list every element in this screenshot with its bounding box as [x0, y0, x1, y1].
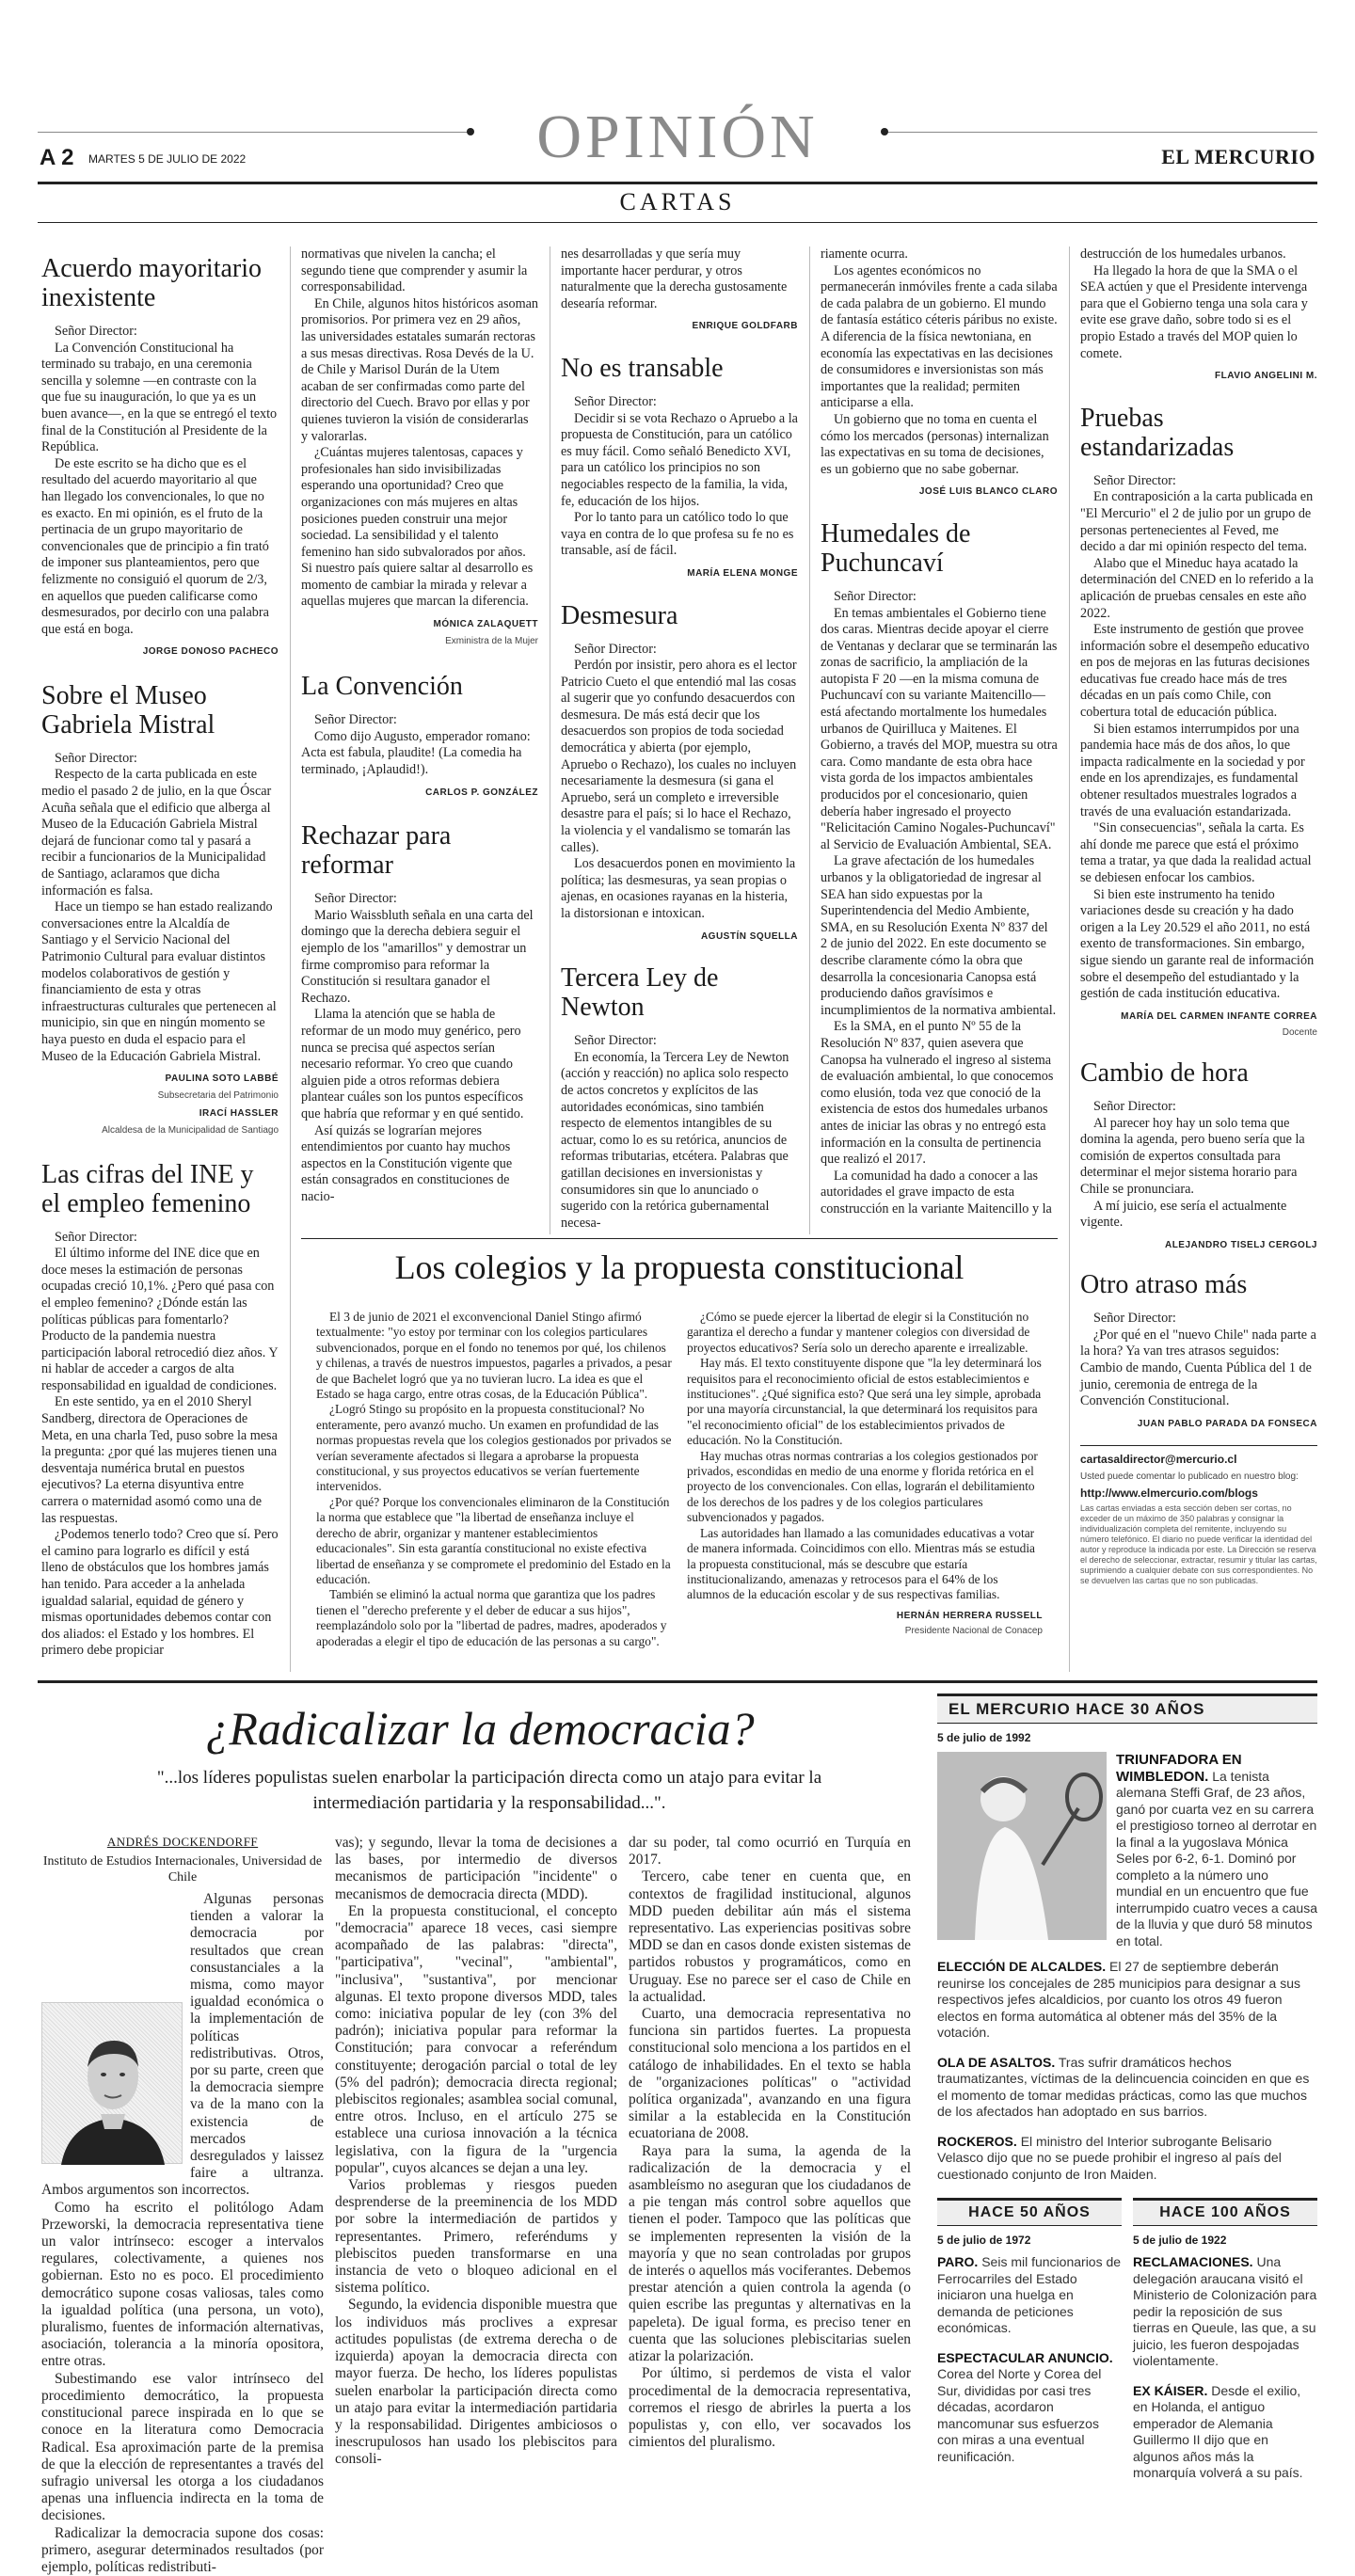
letter-paragraph: En contraposición a la carta publicada en "El Mercurio" el 2 de julio por un grupo de personas pertenecientes al Feved, me decido a dar mi opinión respecto del tema. — [1080, 489, 1314, 555]
column-separator — [1069, 246, 1070, 1672]
column-text-1 — [41, 1891, 324, 2576]
letter-paragraph: Como dijo Augusto, emperador romano: Acta est fabula, plaudite! (La comedia ha terminado, ¡Aplaudid!). — [301, 728, 531, 778]
author-portrait-icon — [42, 2003, 183, 2165]
editorial-paragraph: Las autoridades han llamado a las comunidades educativas a votar de manera informada. Coincidimos con ello. Mientras más se estudia la propuesta constitucional, más se descubre que estaría institucionalizando, amenazas y retrocesos para el 64% de los alumnos de la educación escolar y de sus respectivas familias. — [687, 1525, 1036, 1602]
letter-title: Sobre el Museo Gabriela Mistral — [41, 680, 215, 739]
editorial-paragraph: También se eliminó la actual norma que garantiza que los padres tienen el "derecho preferente y el deber de educar a sus hijos", reemplazándolo solo por la "libertad de padres, madres, apoderados y apoderadas a elegir el tipo de educación de las personas a su cargo". — [316, 1587, 667, 1648]
column-paragraph: Tercero, cabe tener en cuenta que, en contextos de fragilidad institucional, algunos MDD pueden debilitar aún más el sistema representativo. Las experiencias positivas sobre MDD se dan en casos donde existen sistemas de partidos robustos y programáticos, como en Uruguay. Ese no parece ser el caso de Chile en la actualidad. — [629, 1868, 911, 2005]
editorial-column-1 — [316, 1310, 672, 1649]
author-photo — [41, 2002, 183, 2164]
brand-logo: EL MERCURIO — [1161, 145, 1315, 168]
history-50-item — [937, 2337, 1122, 2466]
letter-signature-role: Subsecretaria del Patrimonio — [157, 1089, 279, 1101]
letter-paragraph: Así quizás se lograrían mejores entendimientos por cuanto hay muchos aspectos en la Constitución vigente que están consagrados en constituciones de nacio- — [301, 1122, 513, 1204]
letter-paragraph: Este instrumento de gestión que provee información sobre el desempeño educativo en pos de mejoras en las futuras decisiones educativas fue creado hace más de tres décadas en un país como Chile, con cobertura total de educación pública. — [1080, 622, 1310, 721]
history-item-text: Desde el exilio, en Holanda, el antiguo emperador de Alemania Guillermo II dijo que en algunos años más la monarquía volverá a su país. — [1133, 2382, 1303, 2480]
history-30-item — [937, 1752, 1317, 1949]
letter-paragraph: normativas que nivelen la cancha; el segundo tiene que comprender y asumir la corresponsabilidad. — [301, 246, 528, 295]
letter-paragraph: Si bien este instrumento ha tenido variaciones desde su creación y ha dado origen a la Ley 20.529 el año 2011, no está exento de transformaciones. Sin embargo, sigue siendo un garante real de información sobre el desempeño del estudiantado y la gestión de cada institución educativa. — [1080, 886, 1315, 1002]
letter-paragraph: La Convención Constitucional ha terminado su trabajo, en una ceremonia sencilla y solemne —en contraste con la que fue su inauguración, lo que ya es un buen avance—, en la que se entregó el texto final de la Constitución al Presidente de la República. — [41, 340, 278, 455]
column-paragraph: Como ha escrito el politólogo Adam Przeworski, la democracia representativa tiene un valor intrínseco: escoger a intervalos regulares, colectivamente, a quienes nos gobiernan. Esto no es poco. El procedimiento democrático supone cosas valiosas, tales como la igualdad política (una persona, un voto), pluralismo, fuentes de información alternativas, asociación, tolerancia a la minoría opositora, entre otras. — [41, 2199, 324, 2370]
history-30-header: EL MERCURIO HACE 30 AÑOS — [937, 1693, 1317, 1724]
column-paragraph: En la propuesta constitucional, el concepto "democracia" aparece 18 veces, casi siempre acompañado de las palabras: "directa", "participativa", "vecinal", "ambiental", "inclusiva", "sustantiva", por mencionar algunas. El texto propone diversos MDD, tales como: iniciativa popular de ley (con 3% del padrón); iniciativa popular para reformar la Constitución; para convocar a referéndum constituyente; derogación parcial o total de ley (5% del padrón); democracia directa regional; plebiscitos regionales; asamblea social comunal, entre otros. Incluso, en el artículo 275 se establece una curiosa innovación a la técnica legislativa, con la figura de la "urgencia popular", cuyos alcances se dejan a una ley. — [335, 1902, 617, 2176]
letter-paragraph: En Chile, algunos hitos históricos asoman promisorios. Por primera vez en 29 años, las universidades estatales sumarán rectoras a sus mesas directivas. Rosa Devés de la U. de Chile y Marisol Durán de la Utem acaban de ser confirmadas como parte del directorio del Cuech. Bravo por ellas y por quienes tuvieron la visión de considerarlas y valorarlas. — [301, 295, 539, 444]
column-text-2 — [335, 1835, 617, 2469]
letter-signature-role: Alcaldesa de la Municipalidad de Santiago — [102, 1124, 279, 1136]
letter-title: Otro atraso más — [1080, 1270, 1248, 1300]
letter-paragraph: El último informe del INE dice que en doce meses la estimación de personas ocupadas creció 10,1%. ¿Pero qué pasa con el empleo femenino? ¿Dónde están las políticas públicas para fomentarlo? Producto de la pandemia nuestra participación laboral retrocedió diez años. Y ni hablar de acceder a cargos de alta responsabilidad en igualdad de condiciones. — [41, 1246, 279, 1393]
letter-title: Cambio de hora — [1080, 1057, 1249, 1088]
letter-paragraph: Los agentes económicos no permanecerán inmóviles frente a cada silaba de cada palabra de un gobierno. El mundo de fantasía estático céteris páribus no existe. A diferencia de la física newtoniana, en economía las expectativas en las decisiones de consumidores e inversionistas son más importantes que la realidad; permiten anticiparse a ella. — [821, 262, 1058, 411]
editorial-column-2 — [687, 1310, 1043, 1640]
history-100-item — [1133, 2254, 1317, 2370]
editorial-title: Los colegios y la propuesta constitucional — [394, 1248, 964, 1286]
history-50-item — [937, 2254, 1122, 2337]
letter-paragraph: Hace un tiempo se han estado realizando conversaciones entre la Alcaldía de Santiago y el Servicio Nacional del Patrimonio Cultural para evaluar distintos modelos colaborativos de gestión y financiamiento de esta y otras infraestructuras culturales que pertenecen al municipio, sin que en ningún momento se haya puesto en duda el espacio para el Museo de la Educación Gabriela Mistral. — [41, 899, 277, 1064]
letter-title: Tercera Ley de Newton — [561, 963, 719, 1023]
letter-paragraph: riamente ocurra. — [821, 246, 908, 262]
contact-blog-link[interactable]: http://www.elmercurio.com/blogs — [1080, 1486, 1258, 1500]
history-item-text: Seis mil funcionarios de Ferrocarriles del Estado iniciaron una huelga en demanda de peticiones económicas. — [937, 2254, 1122, 2335]
letters-column-1 — [41, 246, 279, 1660]
subsection-rule — [38, 222, 1317, 223]
letter-title: Desmesura — [561, 600, 678, 630]
column-quote: "...los líderes populistas suelen enarbolar la participación directa como un atajo para evitar la intermediación partidaria y la responsabilidad...". — [156, 1768, 822, 1813]
letter-signature: JORGE DONOSO PACHECO — [142, 646, 279, 658]
column-paragraph: Varios problemas y riesgos pueden desprenderse de la preeminencia de los MDD por sobre la intermediación de partidos y representantes. Primero, referéndums y plebiscitos pueden transformarse en una instancia de veto o bloqueo adicional en el sistema político. — [335, 2177, 617, 2297]
letter-title: No es transable — [561, 353, 724, 383]
column-paragraph: Segundo, la evidencia disponible muestra que los individuos más proclives a expresar actitudes populistas (de extrema derecha o de izquierda) apoyan la democracia directa con mayor fuerza. De hecho, los líderes populistas suelen enarbolar la participación directa como un atajo para evitar la intermediación partidaria y la responsabilidad. Dirigentes ambiciosos o inescrupulosos han usado los plebiscitos para consoli- — [335, 2297, 617, 2468]
section-title: OPINIÓN — [536, 103, 819, 171]
editorial-paragraph: El 3 de junio de 2021 el exconvencional Daniel Stingo afirmó textualmente: "yo estoy por terminar con los colegios particulares subvencionados, porque en el fondo no tenemos por qué, los chilenos y chilenas, a través de nuestros impuestos, pagarles a privados, a pesar de que Bachelet logró que ya no tuvieran lucro. La idea es que el Estado se haga cargo, entre otras cosas, de la Educación Pública". — [316, 1310, 672, 1402]
letter-title: Las cifras del INE y el empleo femenino — [41, 1159, 254, 1218]
letter-signature: JOSÉ LUIS BLANCO CLARO — [918, 486, 1058, 498]
history-30-date: 5 de julio de 1992 — [937, 1731, 1031, 1744]
letter-paragraph: ¿Podemos tenerlo todo? Creo que sí. Pero el camino para lograrlo es difícil y está lleno de obstáculos que los hombres jamás han tenido. Para acceder a la anhelada igualdad salarial, equidad de género y mismas oportunidades debemos contar con dos aliados: el Estado y los hombres. El primero debe propiciar — [41, 1527, 279, 1659]
contact-email[interactable]: cartasaldirector@mercurio.cl — [1080, 1453, 1237, 1467]
column-paragraph: Raya para la suma, la agenda de la radicalización de la democracia y el asambleísmo no aseguran que los ciudadanos de a pie tengan más control sobre aquellos que tienen el poder. Tampoco que las políticas que se implementen representen la visión de la mayoría y que no sean controladas por grupos de interés o aquellos más vociferantes. Debemos prestar atención a quien controla la agenda (o quien escribe las preguntas y alternativas en la papeleta). De igual forma, es preciso tener en cuenta que las soluciones plebiscitarias suelen atizar la polarización. — [629, 2142, 911, 2365]
column-paragraph: Radicalizar la democracia supone dos cosas: primero, asegurar determinados resultados (por ejemplo, políticas redistributi- — [41, 2524, 324, 2575]
page-number: A 2 — [40, 145, 74, 170]
letter-paragraph: En este sentido, ya en el 2010 Sheryl Sandberg, directora de Operaciones de Meta, en una charla Ted, puso sobre la mesa la pregunta: ¿por qué las mujeres tienen una desventaja numérica brutal en puestos ejecutivos? La eterna disyuntiva entre carrera o maternidad asomó como una de las respuestas. — [41, 1394, 278, 1526]
column-paragraph: Cuarto, una democracia representativa no funciona sin partidos fuertes. La propuesta constitucional solo menciona a los partidos en el catálogo de inhabilidades. En el texto se habla de "organizaciones políticas" o "actividad política organizada", avanzando en una figura similar a la establecida en la Constitución ecuatoriana de 2008. — [629, 2006, 911, 2142]
letter-salutation: Señor Director: — [55, 750, 137, 766]
letter-salutation: Señor Director: — [574, 641, 657, 657]
header-rule-main — [38, 182, 1317, 184]
tennis-photo — [937, 1752, 1107, 1940]
letter-title: Pruebas estandarizadas — [1080, 403, 1235, 462]
letter-signature: MÓNICA ZALAQUETT — [433, 619, 538, 630]
tennis-player-icon — [937, 1752, 1107, 1940]
editorial-paragraph: Hay más. El texto constituyente dispone que "la ley determinará los requisitos para el reconocimiento oficial de estos establecimientos e instituciones". ¿Qué significa esto? Que será una ley simple, aprobada por una mayoría circunstancial, la que determinará los requisitos para "el reconocimiento oficial" de los establecimientos privados de educación. No la Constitución. — [687, 1356, 1042, 1448]
letter-paragraph: Perdón por insistir, pero ahora es el lector Patricio Cueto el que entendió mal las cosas al sugerir que yo confundo desacuerdos con desmesura. De más está decir que los desacuerdos son propios de toda sociedad democrática y abierta (por ejemplo, Apruebo o Rechazo), los cuales no incluyen necesariamente la desmesura (si gana el Apruebo, será un completo e irreversible desastre para el país; si lo hace el Rechazo, la violencia y el vandalismo se tomarán las calles). — [561, 658, 797, 855]
history-30-item — [937, 1949, 1317, 2042]
letter-paragraph: Respecto de la carta publicada en este medio el pasado 2 de julio, en la que Óscar Acuña señala que el edificio que alberga al Museo de la Educación Gabriela Mistral dejará de funcionar como tal y pasará a recibir a funcionarios de la Municipalidad de Santiago, aclaramos que dicha información es falsa. — [41, 767, 272, 898]
letter-signature: AGUSTÍN SQUELLA — [700, 930, 798, 942]
history-30-item — [937, 2042, 1317, 2121]
letter-salutation: Señor Director: — [1093, 1098, 1176, 1114]
letter-signature: ALEJANDRO TISELJ CERGOLJ — [1164, 1239, 1317, 1250]
letter-paragraph: Ha llegado la hora de que la SMA o el SEA actúen y que el Presidente intervenga para que el Gobierno tenga una sola cara y evite ese grave daño, sobre todo si es el propio Estado a través del MOP quien lo comete. — [1080, 262, 1308, 361]
history-item-lead: ROCKEROS. — [937, 2133, 1017, 2149]
letter-paragraph: Por lo tanto para un católico todo lo que vaya en contra de lo que profesa su fe no es transable, así de fácil. — [561, 510, 794, 559]
history-50-header: HACE 50 AÑOS — [937, 2198, 1122, 2226]
letter-paragraph: En economía, la Tercera Ley de Newton (acción y reacción) no aplica solo respecto de actos concretos y explícitos de las autoridades económicas, sino también respecto de elementos intangibles de su actuar, como lo es su retórica, anuncios de reformas tributarias, etcétera. Palabras que gatillan decisiones en inversionistas y consumidores sin que lo anunciado o sugerido con la retórica gubernamental necesa- — [561, 1049, 789, 1231]
letter-paragraph: Al parecer hoy hay un solo tema que domina la agenda, pero bueno sería que la comisión de expertos consultada para determinar el mejor sistema horario para Chile se pronunciara. — [1080, 1115, 1305, 1197]
column-separator — [290, 246, 291, 1672]
letter-salutation: Señor Director: — [574, 393, 657, 409]
editorial-rule-top — [301, 1238, 1058, 1239]
editorial-signature: HERNÁN HERRERA RUSSELL — [896, 1610, 1043, 1621]
editorial-paragraph: ¿Cómo se puede ejercer la libertad de elegir si la Constitución no garantiza el derecho a fundar y mantener colegios con diversidad de proyectos educativos? Sería solo un derecho aparente e irrealizable. — [687, 1310, 1030, 1355]
letters-column-2 — [301, 246, 538, 1206]
subsection-title: CARTAS — [619, 188, 736, 215]
history-item-lead: TRIUNFADORA EN WIMBLEDON. — [1116, 1752, 1242, 1785]
letter-salutation: Señor Director: — [574, 1033, 657, 1049]
history-item-text: Tras sufrir dramáticos hechos traumatizantes, víctimas de la delincuencia coinciden en que es el momento de tomar medidas prácticas, como las que muchos de los afectados han adoptado en sus barrios. — [937, 2054, 1310, 2119]
history-item-text: La tenista alemana Steffi Graf, de 23 años, ganó por cuarta vez en su carrera el prestigioso torneo al derrotar en la final a la yugoslava Mónica Seles por 6-2, 6-1. Dominó por completo a la número uno mundial en un encuentro que fue interrumpido cuatro veces a causa de la lluvia y que duró 58 minutos en total. — [1116, 1768, 1317, 1948]
history-item-text: Una delegación araucana visitó el Ministerio de Colonización para pedir la reposición de sus tierras en Queule, las que, a su juicio, les fueron despojadas violentamente. — [1133, 2254, 1317, 2368]
letters-column-5 — [1080, 246, 1317, 1586]
history-item-lead: ESPECTACULAR ANUNCIO. — [937, 2349, 1113, 2365]
column-title: ¿Radicalizar la democracia? — [205, 1702, 755, 1755]
letter-signature: CARLOS P. GONZÁLEZ — [425, 787, 538, 798]
history-item-text: El ministro del Interior subrogante Belisario Velasco dijo que no se puede prohibir el ingreso al país del cuestionado conjunto de Iron Maiden. — [937, 2133, 1282, 2182]
history-30-item — [937, 2121, 1317, 2184]
letter-paragraph: A mí juicio, ese sería el actualmente vigente. — [1080, 1198, 1287, 1231]
letter-signature: JUAN PABLO PARADA DA FONSECA — [1137, 1418, 1317, 1429]
history-item-lead: EX KÁISER. — [1133, 2382, 1208, 2398]
letter-signature: MARÍA DEL CARMEN INFANTE CORREA — [1121, 1010, 1317, 1022]
column-paragraph: Algunas personas tienden a valorar la democracia por resultados que crean consustanciales a la misma, como mayor igualdad económica o la implementación de políticas redistributivas. Otros, por su parte, creen que la democracia siempre va de la mano con la existencia de mercados desregulados y laissez faire a ultranza. Ambos argumentos son incorrectos. — [41, 1891, 324, 2199]
letter-paragraph: Mario Waissbluth señala en una carta del domingo que la derecha debiera seguir el ejemplo de los "amarillos" y demostrar un firme compromiso para reformar la Constitución si resultara ganador el Rechazo. — [301, 907, 534, 1006]
column-separator — [809, 246, 810, 1234]
column-paragraph: Por último, si perdemos de vista el valor procedimental de la democracia representativa, corremos el riesgo de abrirles la puerta a los populistas y, con ello, ver socavados los cimientos del pluralismo. — [629, 2365, 911, 2451]
letter-signature-role: Exministra de la Mujer — [445, 635, 538, 646]
history-30-box — [937, 1693, 1317, 2183]
letter-paragraph: nes desarrolladas y que sería muy importante hacer perdurar, y otros naturalmente que la derecha gustosamente desearía reformar. — [561, 246, 788, 311]
letter-paragraph: Los desacuerdos ponen en movimiento la política; las desmesuras, ya sean propias o ajenas, en ocasiones rayanas en la histeria, la distorsionan e intoxican. — [561, 856, 796, 921]
editorial-paragraph: ¿Por qué? Porque los convencionales eliminaron de la Constitución la norma que establece que "la libertad de enseñanza incluye el derecho de abrir, organizar y mantener establecimientos educacionales". Sin esta garantía constitucional no existe efectiva libertad de enseñanza y se compromete el predominio del Estado en la educación. — [316, 1494, 671, 1586]
column-author-role: Instituto de Estudios Internacionales, Universidad de Chile — [42, 1854, 323, 1884]
history-100-header: HACE 100 AÑOS — [1133, 2198, 1317, 2226]
letter-signature: MARÍA ELENA MONGE — [687, 567, 798, 579]
editorial-paragraph: Hay muchas otras normas contrarias a los colegios gestionados por privados, escondidas en medio de una enorme y florida retórica en el proyecto de los convencionales. Con ellas, lograrán el debilitamiento de los derechos de los padres y de los colegios particulares subvencionados y pagados. — [687, 1448, 1038, 1525]
letter-paragraph: De este escrito se ha dicho que es el resultado del acuerdo mayoritario al que han llegado los convencionales, lo que no es exacto. En mi opinión, es el fruto de la pertinacia de un grupo mayoritario de convencionales que de principio a fin trató de imponer sus planteamientos, pero que felizmente no consiguió el quorum de 2/3, en aquellos que pueden calificarse como desmesurados, por decirlo con una palabra que está en boga. — [41, 455, 269, 637]
history-item-lead: OLA DE ASALTOS. — [937, 2054, 1056, 2070]
history-item-text: El 27 de septiembre deberán reunirse los concejales de 285 municipios para designar a sus respectivos jefes alcaldicios, por cuanto los otros 49 fueron electos en forma automática al obtener más del 35% de la votación. — [937, 1959, 1300, 2040]
letters-column-3 — [561, 246, 798, 1232]
letter-paragraph: La grave afectación de los humedales urbanos y la obligatoriedad de ingresar al SEA han sido expuestas por la Superintendencia del Medio Ambiente, SMA, en su Resolución Exenta Nº 837 del 2 de junio del 2022. En este documento se describe claramente cómo la obra que desarrolla la concesionaria Canopsa está produciendo daños gravísimos e incumplimientos de la normativa ambiental. — [821, 853, 1057, 1018]
history-100-box — [1133, 2198, 1317, 2482]
letter-paragraph: Llama la atención que se habla de reformar de un modo muy genérico, pero nunca se precisa qué aspectos serían necesario reformar. Yo creo que cuando alguien pide a otros reformas debiera plantear cuáles son los puntos específicos que habría que reformar y en qué sentido. — [301, 1007, 524, 1121]
contact-rule — [1080, 1445, 1317, 1446]
letter-paragraph: destrucción de los humedales urbanos. — [1080, 246, 1286, 262]
letter-title: Humedales de Puchuncaví — [821, 518, 971, 578]
letter-salutation: Señor Director: — [314, 712, 397, 728]
letter-paragraph: ¿Cuántas mujeres talentosas, capaces y profesionales han sido invisibilizadas esperando una oportunidad? Creo que organizaciones con más mujeres en altas posiciones pueden construir una mejor sociedad. La sensibilidad y el talento femenino han sido subvalorados por años. Si nuestro país quiere saltar al desarrollo es momento de cambiar la mirada y relevar a aquellas mujeres que marcan la diferencia. — [301, 445, 534, 610]
letter-salutation: Señor Director: — [55, 324, 137, 339]
letter-paragraph: ¿Por qué en el "nuevo Chile" nada parte a la hora? Ya van tres atrasos seguidos: Cambio de mando, Cuenta Pública del 1 de junio, ceremonia de entrega de la Convención Constitucional. — [1080, 1327, 1316, 1409]
page-date: MARTES 5 DE JULIO DE 2022 — [88, 152, 247, 166]
letter-salutation: Señor Director: — [55, 1229, 137, 1245]
letters-column-4 — [821, 246, 1058, 1217]
column-text-3 — [629, 1835, 911, 2451]
letter-signature: FLAVIO ANGELINI M. — [1215, 371, 1317, 382]
letter-signature: IRACÍ HASSLER — [199, 1108, 279, 1120]
letter-paragraph: Un gobierno que no toma en cuenta el cómo los mercados (personas) internalizan las expectativas en su toma de decisiones, es un gobierno que no sabe gobernar. — [821, 411, 1049, 477]
contact-rules: Las cartas enviadas a esta sección deben ser cortas, no exceder de un máximo de 350 palabras y consignar la individualización completa del remitente, incluyendo su número telefónico. El diario no puede verificar la identidad del autor y reproduce la indicada por este. La Dirección se reserva el derecho de seleccionar, extractar, resumir y titular las cartas, suprimiendo a cualquier debate con sus correspondientes. No se devuelven las cartas que no son publicadas. — [1080, 1503, 1317, 1586]
letter-signature: PAULINA SOTO LABBÉ — [165, 1073, 279, 1085]
letter-paragraph: En temas ambientales el Gobierno tiene dos caras. Mientras decide apoyar el cierre de Ventanas y declarar que se terminarán las zonas de sacrificio, la ampliación de la autopista F 20 —en la misma comuna de Puchuncaví con su variante Maitencillo— está afectando mortalmente los humedales urbanos de Quirilluca y Maitenes. El Gobierno, a través del MOP, muestra su otra cara. Como mandante de esta obra hace vista gorda de los impactos ambientales producidos por el concesionario, quien debería haber ingresado el proyecto "Relicitación Camino Nogales-Puchuncaví" al Servicio de Evaluación Ambiental, SEA. — [821, 605, 1058, 852]
letter-paragraph: "Sin consecuencias", señala la carta. Es ahí donde me parece que está el próximo tema a tratar, ya que dada la realidad actual se debiesen enfocar los cambios. — [1080, 820, 1312, 885]
letter-paragraph: Es la SMA, en el punto Nº 55 de la Resolución Nº 837, quien asevera que Canopsa ha vulnerado el ingreso al sistema de evaluación ambiental, lo que conocemos como elusión, toda vez que conoció de la existencia de estos dos humedales urbanos antes de iniciar las obras y no entregó esta información en la consulta de pertinencia que realizó el 2017. — [821, 1019, 1054, 1168]
editorial-paragraph: ¿Logró Stingo su propósito en la propuesta constitucional? No enteramente, pero avanzó mucho. Un examen en profundidad de las normas propuestas revela que los colegios gestionados por privados se verían severamente afectados si llegara a aprobarse la propuesta constitucional, y sus proyectos educativos se verían fuertemente intervenidos. — [316, 1402, 672, 1494]
history-item-lead: RECLAMACIONES. — [1133, 2254, 1253, 2269]
letter-title: La Convención — [301, 672, 463, 702]
letter-paragraph: Si bien estamos interrumpidos por una pandemia hace más de dos años, lo que impacta radicalmente en la sociedad y por ende en los aprendizajes, es fundamental obtener resultados muestrales logrados a través de una evaluación estandarizada. — [1080, 721, 1305, 819]
column-paragraph: dar su poder, tal como ocurrió en Turquía en 2017. — [629, 1835, 911, 1868]
letter-signature: ENRIQUE GOLDFARB — [692, 321, 798, 332]
column-paragraph: Subestimando ese valor intrínseco del procedimiento democrático, la propuesta constitucional parece inspirada en lo que se conoce en la literatura como Democracia Radical. Esa aproximación parte de la premisa de que la elección de representantes a través del sufragio universal les otorga a los ciudadanos apenas una influencia indirecta en la toma de decisiones. — [41, 2370, 324, 2524]
letter-salutation: Señor Director: — [834, 588, 917, 604]
letter-paragraph: Decidir si se vota Rechazo o Apruebo a la propuesta de Constitución, para un católico es muy fácil. Como señaló Benedicto XVI, para un católico los principios no son negociables respecto de la familia, la vida, fe, educación de los hijos. — [561, 410, 798, 509]
letter-title: Rechazar para reformar — [301, 821, 452, 881]
letter-paragraph: Alabo que el Mineduc haya acatado la determinación del CNED en lo referido a la aplicación de pruebas censales en este año 2022. — [1080, 555, 1314, 621]
editorial-signature-role: Presidente Nacional de Conacep — [904, 1626, 1043, 1637]
letter-salutation: Señor Director: — [1093, 472, 1176, 488]
history-100-date: 5 de julio de 1922 — [1133, 2234, 1227, 2247]
letter-paragraph: La comunidad ha dado a conocer a las autoridades el grave impacto de esta construcción en la variante Maitencillo y la — [821, 1168, 1052, 1216]
letter-salutation: Señor Director: — [1093, 1311, 1176, 1327]
letter-title: Acuerdo mayoritario inexistente — [41, 254, 263, 312]
contact-note: Usted puede comentar lo publicado en nuestro blog: — [1080, 1471, 1299, 1483]
history-item-lead: PARO. — [937, 2254, 979, 2269]
letter-signature-role: Docente — [1282, 1027, 1317, 1039]
history-item-text: Corea del Norte y Corea del Sur, divididas por casi tres décadas, acordaron mancomunar sus esfuerzos con miras a una eventual reunificación. — [937, 2366, 1102, 2464]
history-item-lead: ELECCIÓN DE ALCALDES. — [937, 1959, 1107, 1974]
bottom-section-rule — [38, 1680, 1317, 1683]
column-author: ANDRÉS DOCKENDORFF — [106, 1835, 259, 1849]
letter-salutation: Señor Director: — [314, 891, 397, 907]
column-paragraph: vas); y segundo, llevar la toma de decisiones a las bases, por intermedio de diversos mecanismos de participación "incidente" o mecanismos de democracia directa (MDD). — [335, 1835, 617, 1902]
history-50-date: 5 de julio de 1972 — [937, 2234, 1031, 2247]
history-50-box — [937, 2198, 1122, 2465]
history-100-item — [1133, 2370, 1317, 2482]
